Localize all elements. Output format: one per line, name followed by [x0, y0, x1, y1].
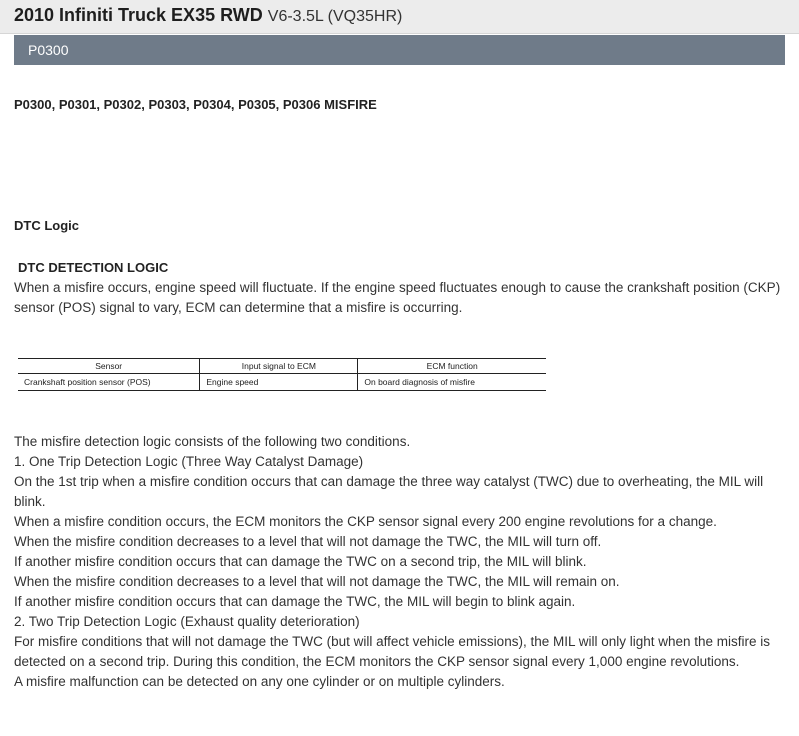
logic-line: On the 1st trip when a misfire condition occurs that can damage the three way catalyst (TWC) due to overheating, the MIL will blink. — [14, 474, 764, 509]
table-header-row — [18, 359, 546, 374]
vehicle-title — [14, 5, 402, 26]
logic-line: The misfire detection logic consists of the following two conditions. — [14, 434, 411, 449]
vehicle-engine: V6-3.5L (VQ35HR) — [267, 8, 403, 25]
table-row — [18, 374, 546, 391]
table-header-ecm-function: ECM function — [358, 359, 546, 374]
logic-line: When the misfire condition decreases to a level that will not damage the TWC, the MIL will turn off. — [14, 534, 602, 549]
table-cell-ecm-function: On board diagnosis of misfire — [358, 374, 546, 391]
misfire-logic-section — [14, 432, 789, 692]
table-cell-sensor: Crankshaft position sensor (POS) — [24, 377, 151, 387]
detection-logic-heading: DTC DETECTION LOGIC — [18, 260, 169, 275]
logic-line: 2. Two Trip Detection Logic (Exhaust quality deterioration) — [14, 614, 360, 629]
misfire-title: P0300, P0301, P0302, P0303, P0304, P0305, P0306 MISFIRE — [14, 97, 377, 112]
table-header-input-signal: Input signal to ECM — [200, 359, 358, 374]
logic-line: When the misfire condition decreases to a level that will not damage the TWC, the MIL will remain on. — [14, 574, 620, 589]
vehicle-name: 2010 Infiniti Truck EX35 RWD — [14, 5, 263, 25]
dtc-code-bar — [14, 35, 785, 65]
table-header-sensor: Sensor — [18, 359, 200, 374]
detection-intro-paragraph: When a misfire occurs, engine speed will fluctuate. If the engine speed fluctuates enough to cause the crankshaft position (CKP) sensor (POS) signal to vary, ECM can determine that a misfire is occurring. — [14, 280, 781, 315]
logic-line: For misfire conditions that will not damage the TWC (but will affect vehicle emissions), the MIL will only light when the misfire is detected on a second trip. During this condition, the ECM monitors the CKP sensor signal every 1,000 engine revolutions. — [14, 634, 771, 669]
sensor-signal-table — [18, 358, 546, 391]
logic-line: If another misfire condition occurs that can damage the TWC on a second trip, the MIL will blink. — [14, 554, 587, 569]
dtc-code-label: P0300 — [28, 42, 69, 58]
logic-line: If another misfire condition occurs that can damage the TWC, the MIL will begin to blink again. — [14, 594, 576, 609]
table-cell-input-signal: Engine speed — [200, 374, 358, 391]
dtc-logic-heading: DTC Logic — [14, 218, 79, 233]
logic-line: 1. One Trip Detection Logic (Three Way Catalyst Damage) — [14, 454, 364, 469]
logic-line: A misfire malfunction can be detected on any one cylinder or on multiple cylinders. — [14, 674, 505, 689]
vehicle-header — [0, 0, 799, 34]
logic-line: When a misfire condition occurs, the ECM monitors the CKP sensor signal every 200 engine revolutions for a change. — [14, 514, 717, 529]
